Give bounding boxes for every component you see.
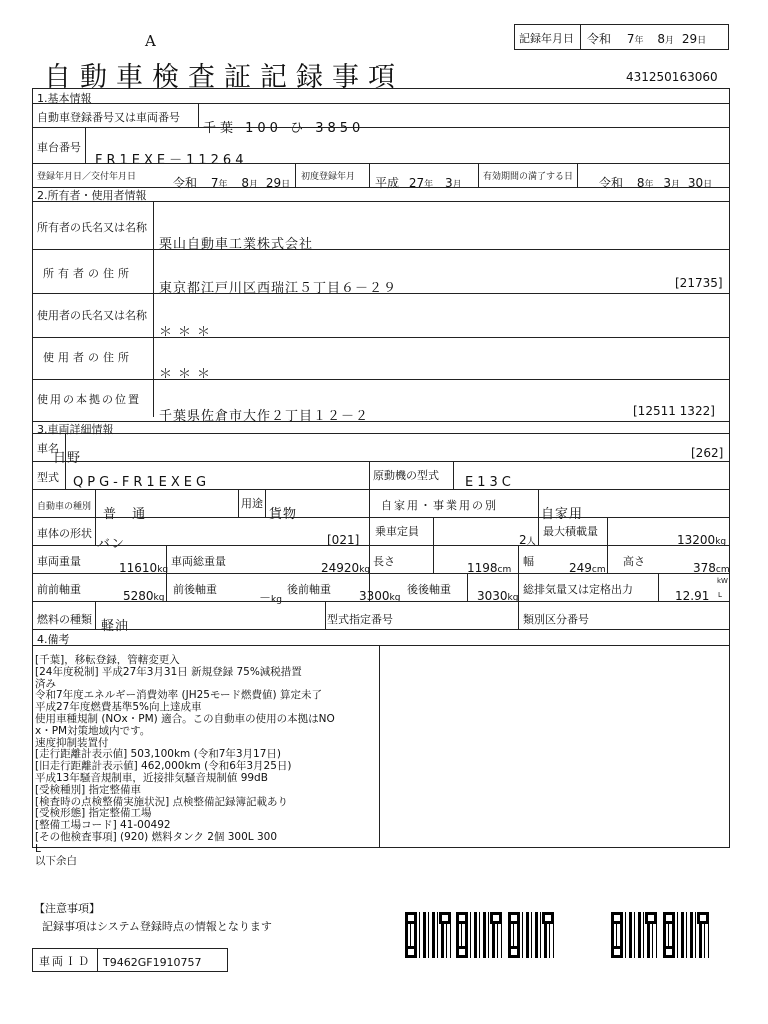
engine-value: E13C — [465, 475, 515, 490]
length-label: 長さ — [373, 555, 395, 568]
remarks-line: [その他検査事項] (920) 燃料タンク 2個 300L 300 — [35, 830, 278, 843]
max-load-label: 最大積載量 — [543, 525, 598, 538]
owner-name-value: 栗山自動車工業株式会社 — [159, 237, 314, 252]
capacity-label: 乗車定員 — [375, 525, 419, 538]
base-location-value: 千葉県佐倉市大作２丁目１２－２ — [159, 409, 370, 424]
gross-weight-label: 車両総重量 — [171, 555, 226, 568]
category-number-label: 類別区分番号 — [523, 613, 589, 626]
height-value: 378cm — [693, 561, 730, 575]
section4-heading: 4.備考 — [37, 633, 70, 646]
max-load-value: 13200kg — [677, 533, 727, 547]
remarks-line: [検査時の点検整備実施状況] 点検整備記録簿記載あり — [35, 795, 289, 808]
vehicle-weight-value: 11610kg — [119, 561, 169, 575]
expiry-value: 令和 8年 3月 30日 — [599, 176, 713, 190]
make-value: 日野 — [53, 451, 82, 466]
rf-axle-value: 3300kg — [359, 589, 401, 603]
owner-name-label: 所有者の氏名又は名称 — [37, 221, 147, 234]
remarks-line: [旧走行距離計表示値] 462,000km (令和6年3月25日) — [35, 760, 292, 773]
remarks-line: 平成27年度燃費基準5%向上達成車 — [35, 701, 202, 714]
document-number: 431250163060 — [626, 70, 718, 84]
first-reg-value: 平成 27年 3月 — [375, 176, 462, 190]
private-business-value: 自家用 — [541, 507, 584, 522]
notes-text: 記録事項はシステム登録時点の情報となります — [42, 920, 272, 933]
gross-weight-value: 24920kg — [321, 561, 371, 575]
remarks-line: 以下余白 — [35, 854, 77, 867]
issue-date-label: 登録年月日／交付年月日 — [37, 172, 137, 182]
remarks-line: [受検種別] 指定整備車 — [35, 783, 142, 796]
owner-address-label: 所有者の住所 — [43, 267, 133, 280]
rf-axle-label: 後前軸重 — [287, 583, 331, 596]
record-date-label: 記録年月日 — [519, 32, 574, 45]
remarks-list — [35, 655, 377, 867]
make-code: [262] — [691, 446, 724, 460]
section1-heading: 1.基本情報 — [37, 92, 92, 105]
a-mark: A — [145, 32, 156, 50]
user-name-value: ＊＊＊ — [159, 325, 217, 340]
private-business-label: 自家用・事業用の別 — [381, 499, 498, 512]
section2-heading: 2.所有者・使用者情報 — [37, 189, 147, 202]
remarks-line: 速度抑制装置付 — [35, 736, 109, 749]
width-label: 幅 — [523, 555, 534, 568]
body-shape-code: [021] — [327, 533, 360, 547]
qr-code-1 — [405, 912, 451, 958]
purpose-value: 貨物 — [269, 507, 298, 522]
user-address-value: ＊＊＊ — [159, 367, 217, 382]
displacement-unit-kw: kW — [717, 577, 728, 585]
qr-code-4 — [611, 912, 657, 958]
record-date-box — [514, 24, 729, 50]
vehicle-id-box — [32, 948, 228, 972]
base-location-label: 使用の本拠の位置 — [37, 393, 141, 406]
qr-code-5 — [663, 912, 709, 958]
category-label: 自動車の種別 — [37, 502, 92, 512]
type-designation-label: 型式指定番号 — [327, 613, 393, 626]
ff-axle-value: 5280kg — [123, 589, 165, 603]
vehicle-weight-label: 車両重量 — [37, 555, 81, 568]
rr-axle-value: 3030kg — [477, 589, 519, 603]
height-label: 高さ — [623, 555, 645, 568]
owner-address-value: 東京都江戸川区西瑞江５丁目６－２９ — [159, 281, 398, 296]
fr-axle-label: 前後軸重 — [173, 583, 217, 596]
rr-axle-label: 後後軸重 — [407, 583, 451, 596]
ff-axle-label: 前前軸重 — [37, 583, 81, 596]
registration-label: 自動車登録番号又は車両番号 — [37, 111, 180, 124]
first-reg-label: 初度登録年月 — [301, 172, 356, 182]
remarks-line: [千葉]，移転登録，管轄変更入 — [35, 654, 180, 666]
user-address-label: 使用者の住所 — [43, 351, 133, 364]
remarks-line: [24年度税制] 平成27年3月31日 新規登録 75%減税措置 — [35, 665, 302, 678]
category-value: 普 通 — [103, 507, 152, 522]
vehicle-id-value: T9462GF1910757 — [103, 956, 202, 969]
vehicle-id-label: 車両ＩＤ — [39, 955, 91, 968]
remarks-line: 済み — [35, 677, 56, 690]
expiry-label: 有効期間の満了する日 — [483, 172, 574, 182]
model-label: 型式 — [37, 471, 59, 484]
model-value: QPG-FR1EXEG — [73, 475, 211, 490]
remarks-line: [走行距離計表示値] 503,100km (令和7年3月17日) — [35, 748, 282, 761]
remarks-line: [整備工場コード] 41-00492 — [35, 819, 171, 832]
displacement-unit-l: L — [718, 591, 722, 599]
make-label: 車名 — [37, 442, 59, 455]
body-shape-label: 車体の形状 — [37, 527, 92, 540]
remarks-line: 令和7年度エネルギー消費効率 (JH25モード燃費値) 算定未了 — [35, 689, 322, 702]
remarks-line: x・PM対策地域内です。 — [35, 724, 151, 737]
user-name-label: 使用者の氏名又は名称 — [37, 309, 147, 322]
displacement-label: 総排気量又は定格出力 — [523, 583, 633, 596]
engine-label: 原動機の型式 — [373, 469, 439, 482]
fr-axle-value: －kg — [259, 591, 282, 605]
body-shape-value: バン — [97, 537, 126, 552]
fuel-value: 軽油 — [101, 619, 130, 634]
fuel-label: 燃料の種類 — [37, 613, 92, 626]
length-value: 1198cm — [467, 561, 512, 575]
remarks-line: L — [35, 842, 41, 855]
remarks-line: 平成13年騒音規制車，近接排気騒音規制値 99dB — [35, 771, 268, 784]
displacement-value: 12.91 — [675, 589, 710, 603]
purpose-label: 用途 — [241, 497, 263, 510]
record-date-value: 令和 7年 8月 29日 — [587, 32, 707, 46]
registration-value: 千葉 100 ひ 3850 — [203, 121, 365, 136]
remarks-line: 使用車種規制 (NOx・PM) 適合。この自動車の使用の本拠はNO — [35, 712, 335, 725]
remarks-line: [受検形態] 指定整備工場 — [35, 807, 152, 820]
record-table — [32, 88, 730, 867]
qr-code-3 — [508, 912, 554, 958]
chassis-label: 車台番号 — [37, 141, 81, 154]
issue-date-value: 令和 7年 8月 29日 — [173, 176, 291, 190]
owner-address-code: [21735] — [675, 276, 723, 290]
section3-heading: 3.車両詳細情報 — [37, 423, 114, 436]
width-value: 249cm — [569, 561, 606, 575]
qr-code-2 — [456, 912, 502, 958]
capacity-value: 2人 — [519, 533, 536, 547]
chassis-value: FR1EXE－11264 — [95, 153, 248, 168]
page-title: 自動車検査証記録事項 — [44, 62, 404, 93]
base-location-code: [12511 1322] — [633, 404, 715, 418]
notes-heading: 【注意事項】 — [34, 902, 100, 915]
